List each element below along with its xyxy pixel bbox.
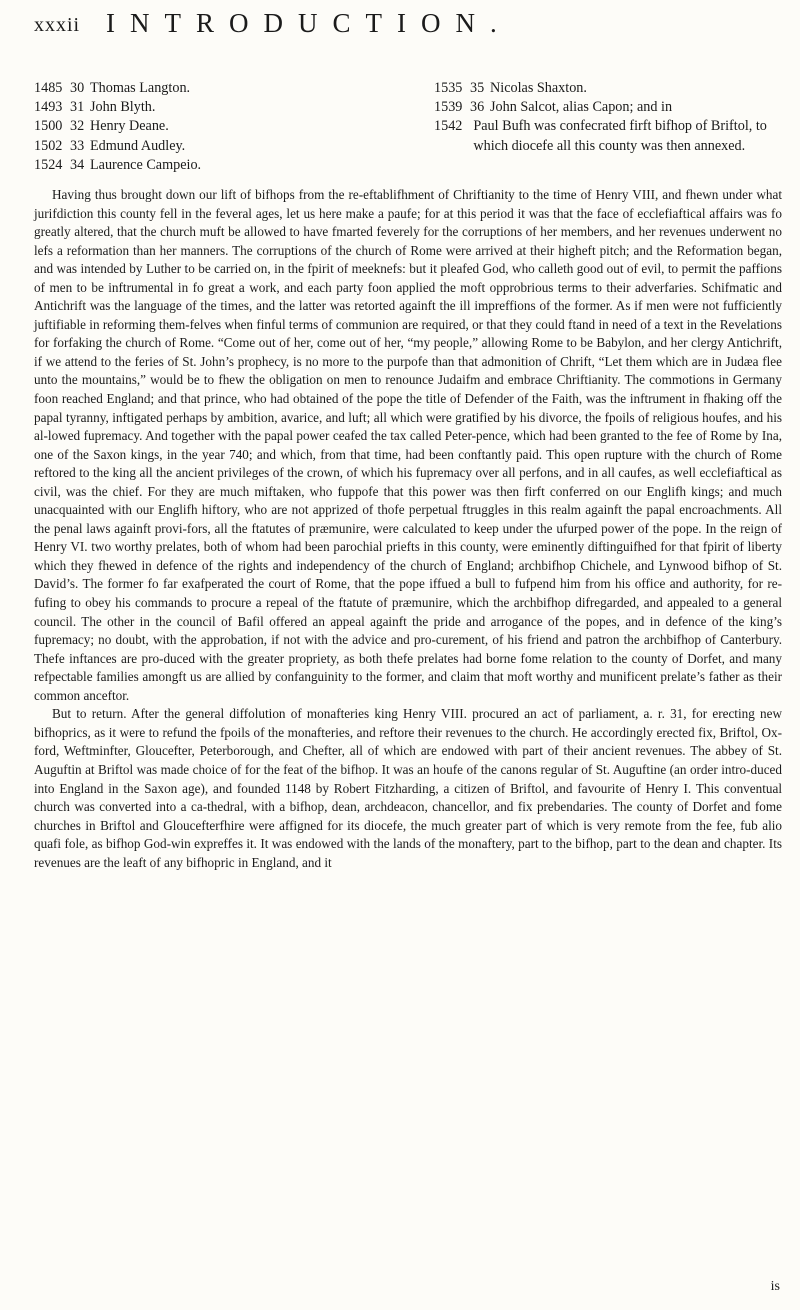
bishop-name: Paul Bufh was confecrated firft bifhop of Briftol, to which diocefe all this county was then annexed. — [473, 118, 767, 154]
bishop-number: 35 — [470, 80, 485, 96]
paragraph: Having thus brought down our lift of bifhops from the re-eftablifhment of Chriftianity to the time of Henry VIII, and fhewn under what jurifdiction this county fell in the feveral ages, let us here make a paufe; for at this period it was that the face of ecclefiaftical affairs was fo greatly altered, that the church muft be allowed to have fmarted feverely for the corruptions of her members, and her revenues underwent no lefs a reformation than her manners. The corruptions of the church of Rome were arrived at their higheft pitch; and the Reformation began, and was intended by Luther to be carried on, in the fpirit of meeknefs: but it pleafed God, who calleth good out of evil, to permit the paffions of men to be inftrumental in fo great a work, and each party foon applied the moft opprobrious terms to their adverfaries. Schifmatic and Antichrift was the language of the times, and the latter was retorted againft the ill impreffions of the former. As if men were not fufficiently juftifiable in reforming them-felves when finful terms of communion are required, or that they could ftand in need of a text in the Revelations for forfaking the church of Rome. “Come out of her, come out of her, “my people,” allowing Rome to be Babylon, and her clergy Antichrift, if we attend to the feries of St. John’s prophecy, is no more to the purpofe than that admonition of Chrift, “Let them which are in Judæa flee unto the mountains,” would be to fhew the obligation on men to renounce Judaifm and embrace Chriftianity. The commotions in Germany foon reached England; and that prince, who had obtained of the pope the title of Defender of the Faith, was the inftrument in fhaking off the papal tyranny, inftigated perhaps by ambition, avarice, and luft; all which were gratified by his divorce, the fpoils of religious houfes, and his al-lowed fupremacy. And together with the papal power ceafed the tax called Peter-pence, which had been granted to the fee of Rome by Ina, one of the Saxon kings, in the year 740; and which, from that time, had been conftantly paid. This open rupture with the church of Rome reftored to the king all the ancient privileges of the crown, of which his fupremacy over all perfons, and in all caufes, as well ecclefiaftical as civil, was the chief. For they are much miftaken, who fuppofe that this power was then firft conferred on our Englifh kings; and much unacquainted with our Englifh hiftory, who are not apprized of thofe perpetual ftruggles in this realm againft the papal encroachments. All the penal laws againft provi-fors, all the ftatutes of præmunire, were calculated to keep under the ufurped power of the pope. In the reign of Henry VI. two worthy prelates, both of whom had been parochial priefts in this county, were eminently diftinguifhed for that fpirit of liberty which they fhewed in defence of the rights and independency of the church of England; archbifhop Chichele, and Lynwood bifhop of St. David’s. The former fo far exafperated the court of Rome, that the pope iffued a bull to fufpend him from his office and authority, for re-fufing to obey his commands to procure a repeal of the ftatute of præmunire, which the archbifhop difregarded, and appealed to a general council. The other in the council of Bafil offered an appeal againft the pride and arrogance of the popes, and in defence of the king’s fupremacy; no doubt, with the approbation, if not with the advice and pro-curement, of his friend and patron the archbifhop of Canterbury. Thefe inftances are pro-duced with the greater propriety, as both thefe prelates had borne fome relation to the county of Dorfet, and many refpectable families amongft us are allied by confanguinity to the former, and claim that moft worthy and munificent prelate’s father as their common anceftor. — [34, 187, 782, 703]
list-item — [34, 137, 384, 156]
bishop-number — [462, 117, 473, 155]
bishop-name: Henry Deane. — [90, 118, 169, 135]
bishop-year: 1524 — [34, 156, 63, 173]
bishop-number: 36 — [470, 99, 485, 116]
bishop-year: 1542 — [434, 118, 463, 135]
list-item — [34, 117, 384, 136]
list-item — [34, 98, 384, 117]
list-item — [434, 79, 786, 98]
list-item — [34, 79, 384, 98]
bishop-list-left — [34, 79, 384, 175]
list-item — [434, 98, 786, 117]
bishop-number: 33 — [70, 137, 85, 154]
list-item — [434, 117, 786, 155]
bishop-name: Nicolas Shaxton. — [490, 80, 587, 96]
bishop-list-right — [434, 79, 786, 156]
bishop-number: 30 — [70, 80, 85, 96]
running-title: INTRODUCTION. — [106, 8, 512, 38]
bishop-number: 32 — [70, 118, 85, 135]
bishop-name: John Blyth. — [90, 99, 156, 116]
bishop-year: 1535 — [434, 80, 463, 96]
bishop-number: 34 — [70, 156, 85, 173]
bishop-name: Edmund Audley. — [90, 137, 186, 154]
catchword: is — [770, 1279, 780, 1294]
bishop-year: 1485 — [34, 80, 63, 96]
bishop-name: Laurence Campeio. — [90, 156, 202, 173]
bishop-name: John Salcot, alias Capon; and in — [490, 99, 673, 116]
page-number: xxxii — [34, 14, 81, 36]
bishop-number: 31 — [70, 99, 85, 116]
bishop-name: Thomas Langton. — [90, 80, 191, 96]
bishop-year: 1500 — [34, 118, 63, 135]
body-text — [34, 186, 782, 872]
paragraph: But to return. After the general diffolution of monafteries king Henry VIII. procured an act of parliament, a. r. 31, for erecting new bifhoprics, as it were to refund the fpoils of the monafteries, and reftore their revenues to the church. He accordingly erected fix, Briftol, Ox-ford, Weftminfter, Gloucefter, Peterborough, and Chefter, all of which are endowed with part of their ancient revenues. The abbey of St. Auguftin at Briftol was made choice of for the feat of the bifhop. It was an houfe of the canons regular of St. Auguftine (an order intro-duced into England in the Saxon age), and founded 1148 by Robert Fitzharding, a citizen of Briftol, and favourite of Henry I. This conventual church was converted into a ca-thedral, with a bifhop, dean, archdeacon, chancellor, and fix prebendaries. The county of Dorfet and fome churches in Briftol and Gloucefterfhire were affigned for its diocefe, the much greater part of which is very remote from the fee, fub alio quafi fole, as bifhop God-win expreffes it. It was endowed with the lands of the monaftery, part to the bifhop, part to the dean and chapter. Its revenues are the leaft of any bifhopric in England, and it — [34, 706, 782, 870]
bishop-year: 1539 — [434, 99, 463, 116]
bishop-year: 1493 — [34, 99, 63, 116]
list-item — [34, 156, 384, 175]
bishop-year: 1502 — [34, 137, 63, 154]
